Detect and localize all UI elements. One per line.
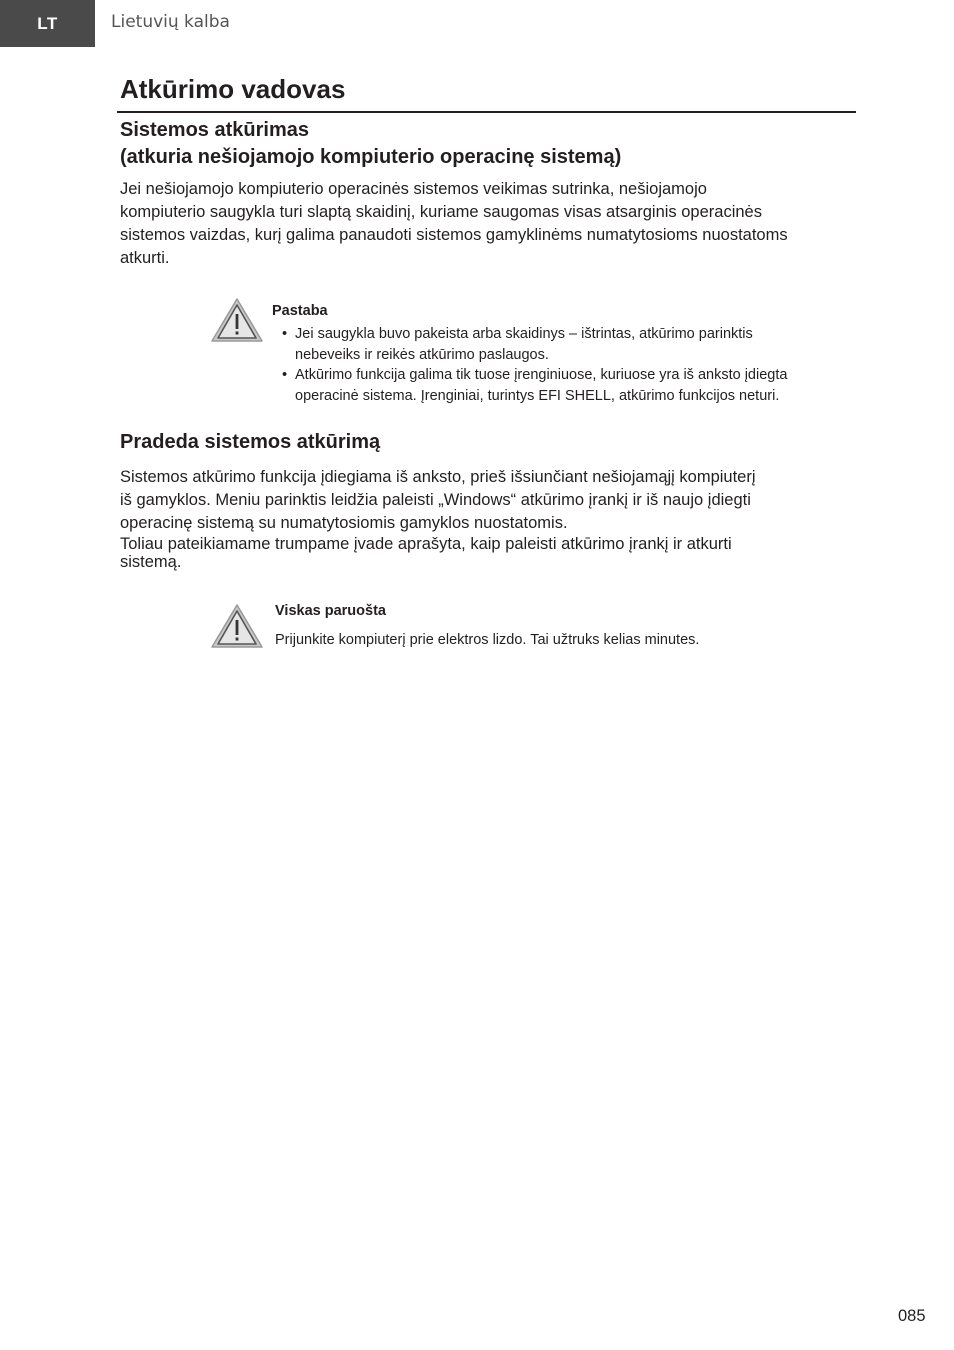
bullet-icon: •	[282, 367, 288, 383]
paragraph-line: Toliau pateikiamame trumpame įvade aprašyta, kaip paleisti atkūrimo įrankį ir atkurti	[120, 535, 732, 553]
warning-triangle-icon	[210, 297, 264, 345]
page-number: 085	[898, 1307, 926, 1325]
paragraph-line: sistemą.	[120, 553, 182, 571]
paragraph-line: Jei nešiojamojo kompiuterio operacinės sistemos veikimas sutrinka, nešiojamojo	[120, 180, 707, 198]
section-paragraph	[120, 535, 732, 571]
paragraph-line: atkurti.	[120, 249, 170, 267]
list-item	[273, 324, 873, 365]
paragraph-line: operacinę sistemą su numatytosiomis gamyklos nuostatomis.	[120, 514, 568, 532]
paragraph-line: sistemos vaizdas, kurį galima panaudoti sistemos gamyklinėms numatytosioms nuostatoms	[120, 226, 788, 244]
title-divider	[117, 111, 856, 113]
paragraph-line: kompiuterio saugykla turi slaptą skaidinį, kuriame saugomas visas atsarginis operacinės	[120, 203, 762, 221]
note-list	[273, 324, 873, 406]
section-heading-system-recovery	[120, 117, 621, 171]
list-item-line: Atkūrimo funkcija galima tik tuose įrenginiuose, kuriuose yra iš anksto įdiegta	[295, 367, 788, 383]
note-text: Prijunkite kompiuterį prie elektros lizdo. Tai užtruks kelias minutes.	[275, 632, 700, 648]
language-name: Lietuvių kalba	[111, 12, 230, 32]
section-heading-start-recovery: Pradeda sistemos atkūrimą	[120, 431, 381, 453]
section-paragraph	[120, 466, 756, 535]
list-item-line: operacinė sistema. Įrenginiai, turintys EFI SHELL, atkūrimo funkcijos neturi.	[295, 387, 780, 404]
paragraph-line: iš gamyklos. Meniu parinktis leidžia paleisti „Windows“ atkūrimo įrankį ir iš naujo įdiegti	[120, 491, 751, 509]
language-code-tab: LT	[0, 0, 95, 47]
section-heading-line: (atkuria nešiojamojo kompiuterio operacinę sistemą)	[120, 146, 622, 168]
section-paragraph	[120, 178, 788, 270]
warning-triangle-icon	[210, 603, 264, 651]
list-item-line: nebeveiks ir reikės atkūrimo paslaugos.	[295, 346, 549, 363]
list-item	[273, 365, 873, 406]
paragraph-line: Sistemos atkūrimo funkcija įdiegiama iš anksto, prieš išsiunčiant nešiojamąjį kompiuterį	[120, 468, 756, 486]
section-heading-line: Sistemos atkūrimas	[120, 119, 309, 141]
page-title: Atkūrimo vadovas	[120, 74, 346, 104]
bullet-icon: •	[282, 326, 288, 342]
note-title: Viskas paruošta	[275, 603, 386, 619]
list-item-line: Jei saugykla buvo pakeista arba skaidinys – ištrintas, atkūrimo parinktis	[295, 326, 753, 342]
note-title: Pastaba	[272, 303, 328, 319]
